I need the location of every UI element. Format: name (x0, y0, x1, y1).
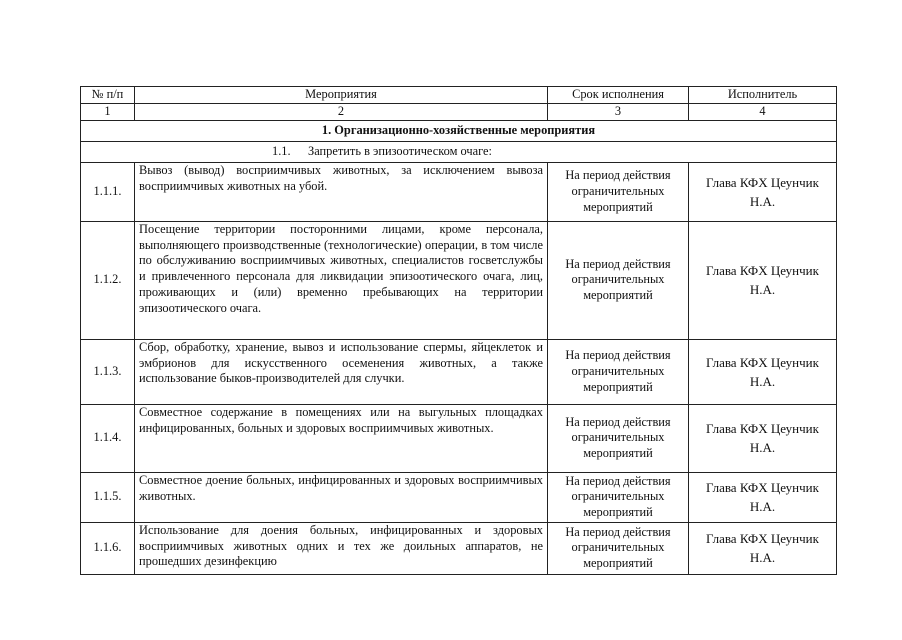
row-executor: Глава КФХ Цеунчик Н.А. (689, 472, 837, 522)
row-number: 1.1.3. (81, 339, 135, 404)
row-number: 1.1.2. (81, 221, 135, 339)
row-number: 1.1.5. (81, 472, 135, 522)
row-executor: Глава КФХ Цеунчик Н.А. (689, 339, 837, 404)
column-number-2: 2 (135, 103, 548, 120)
subsection-row (81, 141, 837, 162)
row-deadline: На период действия ограничительных мероприятий (548, 522, 689, 574)
subsection-number: 1.1. (272, 143, 291, 158)
column-number-4: 4 (689, 103, 837, 120)
header-deadline: Срок исполнения (548, 87, 689, 104)
row-activity: Использование для доения больных, инфицированных и здоровых восприимчивых животных одних и тех же доильных аппаратов, не прошедших дезинфекцию (135, 522, 548, 574)
row-activity: Совместное содержание в помещениях или на выгульных площадках инфицированных, больных и здоровых восприимчивых животных. (135, 404, 548, 472)
table-header-row (81, 87, 837, 104)
header-activity: Мероприятия (135, 87, 548, 104)
subsection-cell (81, 141, 837, 162)
table-row (81, 162, 837, 221)
row-number: 1.1.1. (81, 162, 135, 221)
column-number-3: 3 (548, 103, 689, 120)
column-number-1: 1 (81, 103, 135, 120)
row-executor: Глава КФХ Цеунчик Н.А. (689, 162, 837, 221)
row-activity: Совместное доение больных, инфицированных и здоровых восприимчивых животных. (135, 472, 548, 522)
table-row (81, 472, 837, 522)
table-row (81, 221, 837, 339)
row-activity: Сбор, обработку, хранение, вывоз и использование спермы, яйцеклеток и эмбрионов для искусственного осеменения животных, а также использование быков-производителей для случки. (135, 339, 548, 404)
row-activity: Посещение территории посторонними лицами, кроме персонала, выполняющего производственные (технологические) операции, в том числе по обслуживанию восприимчивых животных, специалистов госветслужбы и привлеченного персонала для ликвидации эпизоотического очага, лиц, проживающих и (или) временно пребывающих на территории эпизоотического очага. (135, 221, 548, 339)
row-deadline: На период действия ограничительных мероприятий (548, 404, 689, 472)
header-number: № п/п (81, 87, 135, 104)
section-row (81, 120, 837, 141)
table-row (81, 339, 837, 404)
row-number: 1.1.4. (81, 404, 135, 472)
row-executor: Глава КФХ Цеунчик Н.А. (689, 221, 837, 339)
table-row (81, 522, 837, 574)
subsection-title: Запретить в эпизоотическом очаге: (308, 143, 492, 158)
row-activity: Вывоз (вывод) восприимчивых животных, за исключением вывоза восприимчивых животных на убой. (135, 162, 548, 221)
column-number-row (81, 103, 837, 120)
row-deadline: На период действия ограничительных мероприятий (548, 339, 689, 404)
row-executor: Глава КФХ Цеунчик Н.А. (689, 404, 837, 472)
row-deadline: На период действия ограничительных мероприятий (548, 221, 689, 339)
header-executor: Исполнитель (689, 87, 837, 104)
row-deadline: На период действия ограничительных мероприятий (548, 472, 689, 522)
measures-table (80, 86, 837, 575)
row-executor: Глава КФХ Цеунчик Н.А. (689, 522, 837, 574)
section-title: 1. Организационно-хозяйственные мероприятия (81, 120, 837, 141)
table-row (81, 404, 837, 472)
row-number: 1.1.6. (81, 522, 135, 574)
row-deadline: На период действия ограничительных мероприятий (548, 162, 689, 221)
